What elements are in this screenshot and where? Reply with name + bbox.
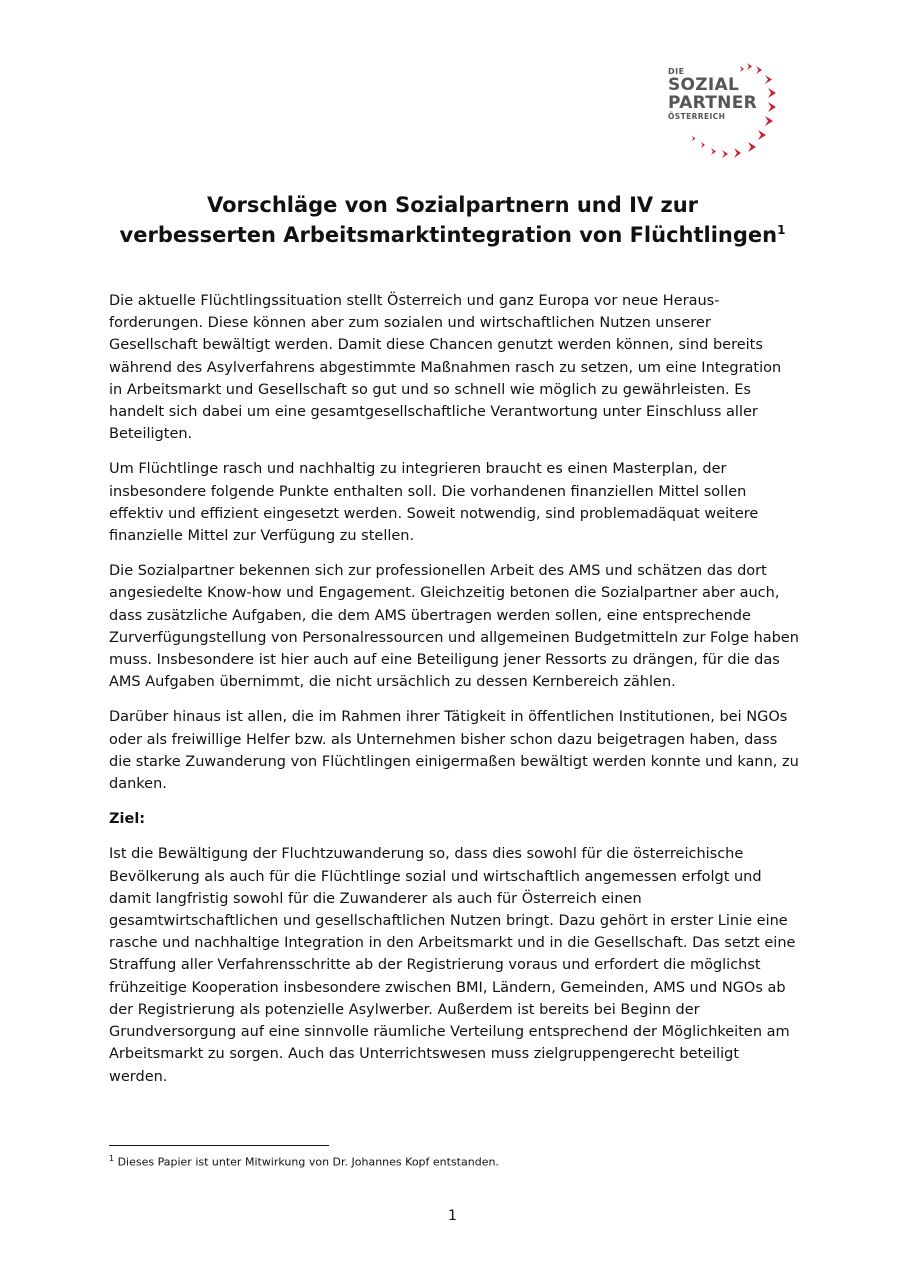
paragraph-3: Die Sozialpartner bekennen sich zur professionellen Arbeit des AMS und schätzen das dort angesiedelte Know-how und Engagement. Gleichzeitig betonen die Sozialpartner aber auch, dass zusätzliche Aufgaben, die dem AMS übertragen werden sollen, eine entsprechende Zurverfügungstellung von Personalressourcen und allgemeinen Budgetmitteln zur Folge haben muss. Insbesondere ist hier auch auf eine Beteiligung jener Ressorts zu drängen, für die das AMS Aufgaben übernimmt, die nicht ursächlich zu dessen Kernbereich zählen. — [109, 563, 799, 691]
page-number: 1 — [448, 1208, 457, 1224]
footnote-divider — [109, 1145, 329, 1146]
logo-line-partner: PARTNER — [668, 93, 758, 113]
logo-line-die: DIE — [668, 67, 685, 76]
footnote — [109, 1154, 499, 1169]
document-body — [109, 290, 799, 1101]
paragraph-4: Darüber hinaus ist allen, die im Rahmen ihrer Tätigkeit in öffentlichen Institutionen, bei NGOs oder als freiwillige Helfer bzw. als Unternehmen bisher schon dazu beigetragen haben, dass die starke Zuwanderung von Flüchtlingen einigermaßen bewältigt werden konnte und kann, zu danken. — [109, 709, 799, 793]
section-paragraph-ziel: Ist die Bewältigung der Fluchtzuwanderung so, dass dies sowohl für die österreichische Bevölkerung als auch für die Flüchtlinge sozial und wirtschaftlich angemessen erfolgt und damit langfristig sowohl für die Zuwanderer als auch für Österreich einen gesamtwirtschaftlichen und gesellschaftlichen Nutzen bringt. Dazu gehört in erster Linie eine rasche und nachhaltige Integration in den Arbeitsmarkt und in die Gesellschaft. Das setzt eine Straffung aller Verfahrensschritte ab der Registrierung voraus und erfordert die möglichst frühzeitige Kooperation insbesondere zwischen BMI, Ländern, Gemeinden, AMS und NGOs ab der Registrierung als potenzielle Asylwerber. Außerdem ist bereits bei Beginn der Grundversorgung auf eine sinnvolle räumliche Verteilung entsprechend der Möglichkeiten am Arbeitsmarkt zu sorgen. Auch das Unterrichtswesen muss zielgruppengerecht beteiligt werden. — [109, 846, 796, 1085]
sozialpartner-logo — [668, 60, 780, 164]
title-line-1: Vorschläge von Sozialpartnern und IV zur — [206, 193, 699, 217]
paragraph-1: Die aktuelle Flüchtlingssituation stellt Österreich und ganz Europa vor neue Heraus-forderungen. Diese können aber zum sozialen und wirtschaftlichen Nutzen unserer Gesellschaft bewältigt werden. Damit diese Chancen genutzt werden können, sind bereits während des Asylverfahrens abgestimmte Maßnahmen rasch zu setzen, um eine Integration in Arbeitsmarkt und Gesellschaft so gut und so schnell wie möglich zu gewährleisten. Es handelt sich dabei um eine gesamtgesellschaftliche Verantwortung unter Einschluss aller Beteiligten. — [109, 293, 782, 443]
logo-wordmark — [668, 68, 757, 121]
footnote-marker: 1 — [109, 1154, 115, 1163]
document-title — [100, 190, 805, 250]
logo-line-sozial: SOZIAL — [668, 75, 740, 95]
section-heading-ziel: Ziel: — [109, 811, 146, 828]
paragraph-2: Um Flüchtlinge rasch und nachhaltig zu integrieren braucht es einen Masterplan, der insbesondere folgende Punkte enthalten soll. Die vorhandenen finanziellen Mittel sollen effektiv und effizient eingesetzt werden. Soweit notwendig, sind problemadäquat weitere finanzielle Mittel zur Verfügung zu stellen. — [109, 461, 759, 545]
title-footnote-ref: 1 — [777, 223, 786, 237]
footnote-text: Dieses Papier ist unter Mitwirkung von Dr. Johannes Kopf entstanden. — [114, 1155, 499, 1169]
title-line-2: verbesserten Arbeitsmarktintegration von Flüchtlingen — [119, 223, 778, 247]
logo-line-oesterreich: ÖSTERREICH — [668, 112, 726, 121]
